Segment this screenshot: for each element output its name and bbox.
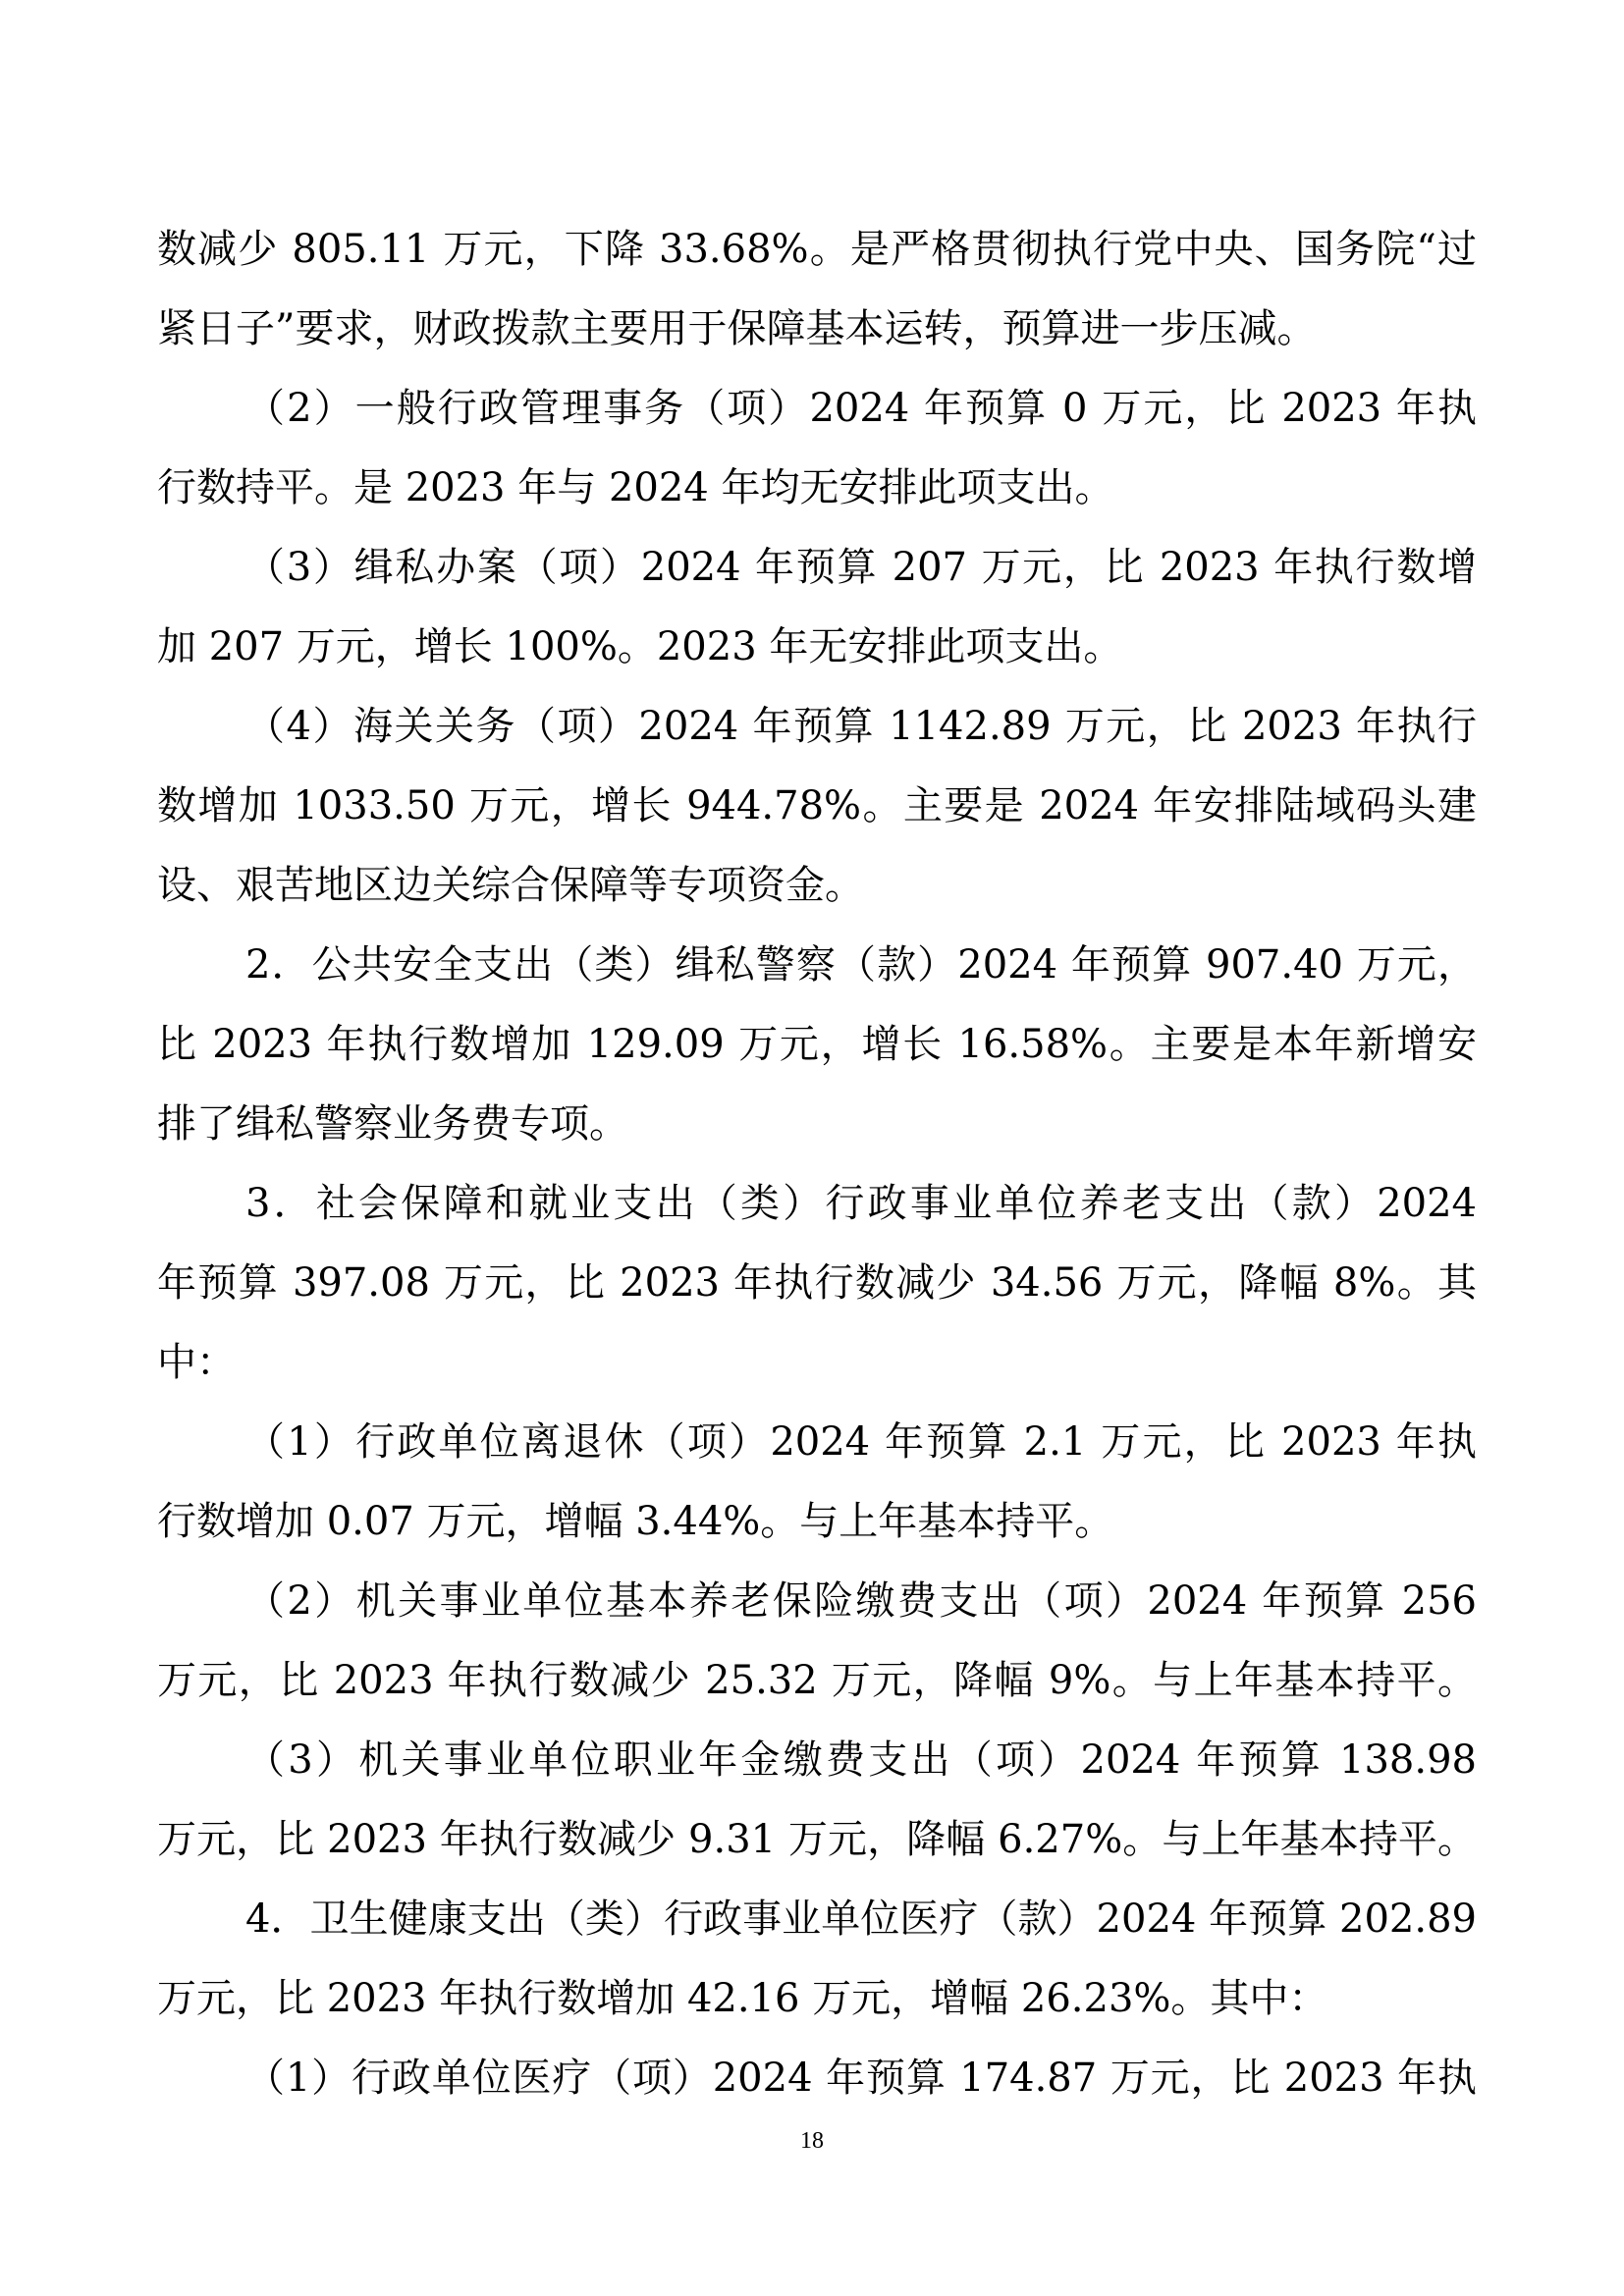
text-line: 万元，比 2023 年执行数增加 42.16 万元，增幅 26.23%。其中： <box>157 1976 1328 2021</box>
text-line: 数减少 805.11 万元，下降 33.68%。是严格贯彻执行党中央、国务院“过 <box>157 227 1477 272</box>
text-line: 万元，比 2023 年执行数减少 9.31 万元，降幅 6.27%。与上年基本持平。 <box>157 1817 1477 1862</box>
text-line: 行数持平。是 2023 年与 2024 年均无安排此项支出。 <box>157 465 1114 510</box>
page-number: 18 <box>800 2128 824 2154</box>
text-line: （2）一般行政管理事务（项）2024 年预算 0 万元，比 2023 年执 <box>245 386 1477 431</box>
text-line: 排了缉私警察业务费专项。 <box>157 1101 628 1147</box>
text-line: 2．公共安全支出（类）缉私警察（款）2024 年预算 907.40 万元， <box>245 942 1477 988</box>
body-text <box>157 210 1477 2118</box>
text-line: 加 207 万元，增长 100%。2023 年无安排此项支出。 <box>157 624 1123 669</box>
text-line: 比 2023 年执行数增加 129.09 万元，增长 16.58%。主要是本年新增安 <box>157 1022 1477 1067</box>
text-line: 万元，比 2023 年执行数减少 25.32 万元，降幅 9%。与上年基本持平。 <box>157 1658 1477 1703</box>
text-line: 数增加 1033.50 万元，增长 944.78%。主要是 2024 年安排陆域码头建 <box>157 783 1477 828</box>
text-line: 设、艰苦地区边关综合保障等专项资金。 <box>157 863 864 908</box>
text-line: 4．卫生健康支出（类）行政事业单位医疗（款）2024 年预算 202.89 <box>245 1896 1477 1942</box>
text-line: 行数增加 0.07 万元，增幅 3.44%。与上年基本持平。 <box>157 1499 1114 1544</box>
text-line: 年预算 397.08 万元，比 2023 年执行数减少 34.56 万元，降幅 8%。其 <box>157 1260 1477 1306</box>
text-line: （3）缉私办案（项）2024 年预算 207 万元，比 2023 年执行数增 <box>245 545 1477 590</box>
text-line: （1）行政单位离退休（项）2024 年预算 2.1 万元，比 2023 年执 <box>245 1419 1477 1465</box>
text-line: 紧日子”要求，财政拨款主要用于保障基本运转，预算进一步压减。 <box>157 306 1317 351</box>
text-line: （2）机关事业单位基本养老保险缴费支出（项）2024 年预算 256 <box>245 1578 1477 1624</box>
text-line: 中： <box>157 1340 236 1385</box>
text-line: （3）机关事业单位职业年金缴费支出（项）2024 年预算 138.98 <box>245 1737 1477 1783</box>
text-line: （1）行政单位医疗（项）2024 年预算 174.87 万元，比 2023 年执 <box>245 2056 1477 2101</box>
text-line: 3．社会保障和就业支出（类）行政事业单位养老支出（款）2024 <box>245 1181 1477 1226</box>
text-line: （4）海关关务（项）2024 年预算 1142.89 万元，比 2023 年执行 <box>245 704 1477 749</box>
